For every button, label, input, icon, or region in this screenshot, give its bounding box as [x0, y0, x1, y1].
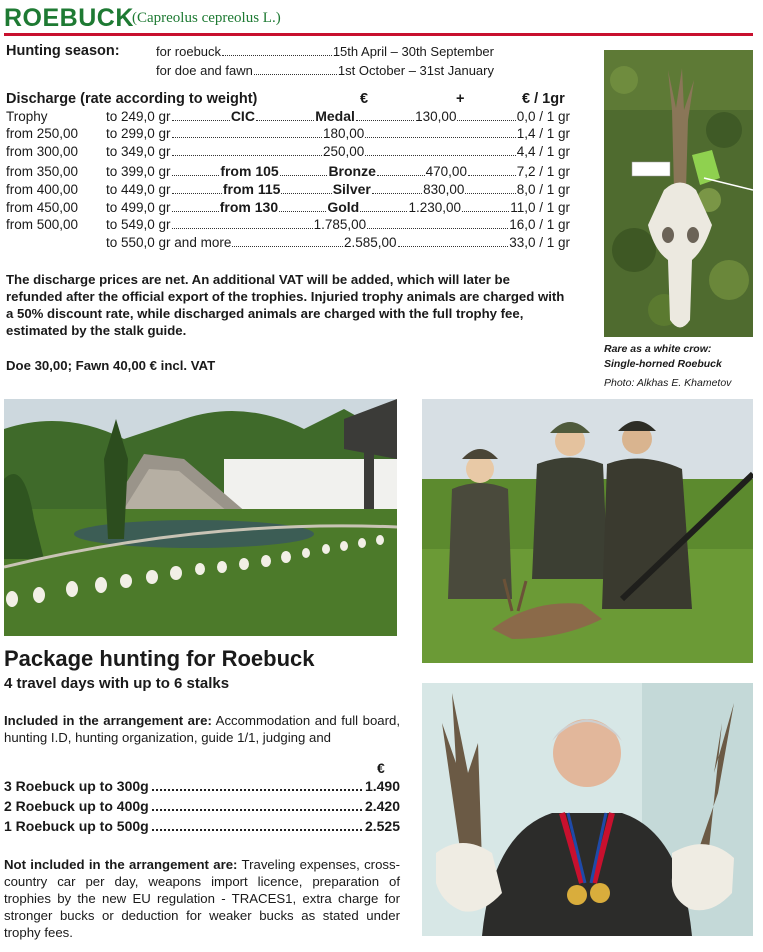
row-price-per-gram: 1,4 / 1 gr	[516, 126, 571, 142]
discharge-row	[6, 235, 570, 253]
row-to: to 299,0 gr	[106, 126, 171, 142]
season-label: Hunting season:	[6, 43, 120, 59]
hunters-group-image	[422, 399, 753, 663]
header-rule	[4, 33, 753, 36]
not-included-label: Not included in the arrangement are:	[4, 857, 238, 872]
package-price-row	[4, 798, 400, 814]
discharge-row	[6, 126, 570, 144]
row-medal: Silver	[332, 180, 371, 197]
row-to: to 249,0 gr	[106, 109, 171, 124]
row-price-eur: 1.785,00	[313, 217, 367, 233]
photo-caption-line2: Single-horned Roebuck	[604, 358, 722, 370]
col-per-header: € / 1gr	[522, 91, 565, 107]
row-price-eur: 470,00	[425, 163, 467, 179]
package-price-label: 3 Roebuck up to 300g	[4, 778, 149, 794]
package-price-label: 1 Roebuck up to 500g	[4, 818, 149, 834]
row-price-eur: 130,00	[415, 109, 457, 124]
photo-hunters-group	[422, 399, 753, 663]
season-roebuck-label: for roebuck	[156, 44, 222, 59]
row-price-per-gram: 8,0 / 1 gr	[516, 181, 570, 197]
discharge-row	[6, 181, 570, 199]
row-from: Trophy	[6, 109, 48, 124]
row-to: to 550,0 gr and more	[106, 235, 232, 251]
photo-caption-line1: Rare as a white crow:	[604, 343, 712, 355]
row-from: from 450,00	[6, 200, 79, 215]
row-price-eur: 250,00	[322, 144, 365, 160]
package-title: Package hunting for Roebuck	[4, 646, 315, 671]
row-to: to 399,0 gr	[106, 163, 171, 179]
season-roebuck-row	[156, 44, 494, 59]
row-price-eur: 830,00	[423, 181, 465, 197]
row-from: from 300,00	[6, 144, 79, 160]
discharge-title: Discharge (rate according to weight)	[6, 91, 258, 107]
row-medal: Medal	[315, 108, 355, 124]
row-price-per-gram: 33,0 / 1 gr	[509, 235, 571, 251]
row-from: from 500,00	[6, 217, 79, 233]
discharge-row	[6, 108, 570, 126]
row-price-eur: 1.230,00	[408, 200, 462, 215]
season-doe-dates: 1st October – 31st January	[337, 63, 494, 78]
discharge-row	[6, 217, 570, 235]
col-plus-header: +	[456, 91, 465, 107]
row-from: from 400,00	[6, 181, 79, 197]
photo-man-with-trophies	[422, 683, 753, 936]
trophy-garden-image	[4, 399, 397, 636]
photo-trophy-garden	[4, 399, 397, 636]
included-paragraph	[4, 712, 400, 746]
doe-fawn-price: Doe 30,00; Fawn 40,00 € incl. VAT	[6, 358, 216, 373]
page-title: ROEBUCK	[4, 4, 134, 32]
row-medal: Bronze	[328, 162, 376, 179]
package-price-value: 2.420	[364, 798, 400, 814]
season-doe-row	[156, 63, 494, 78]
row-to: to 549,0 gr	[106, 217, 171, 233]
row-from: from 250,00	[6, 126, 79, 142]
row-from: from 350,00	[6, 163, 79, 179]
row-price-per-gram: 11,0 / 1 gr	[510, 200, 571, 215]
package-price-row	[4, 778, 400, 794]
package-subtitle: 4 travel days with up to 6 stalks	[4, 675, 230, 692]
row-price-per-gram: 16,0 / 1 gr	[509, 217, 570, 233]
discharge-row	[6, 163, 570, 181]
row-price-eur: 2.585,00	[344, 235, 397, 251]
row-to: to 449,0 gr	[106, 181, 171, 197]
not-included-text: Traveling expenses, cross-country car per day, weapons import licence, preparation of trophies by the new EU regulation - TRACES1, extra charge for stronger bucks or deduction for weaker bucks as stated under trophy fees.	[4, 857, 400, 940]
latin-name: (Capreolus cepreolus L.)	[132, 10, 281, 26]
package-price-row	[4, 818, 400, 834]
row-to: to 499,0 gr	[106, 200, 171, 215]
row-cic-points: from 115	[222, 180, 281, 197]
vat-note: The discharge prices are net. An additional VAT will be added, which will later be refunded after the official export of the trophies. Injuried trophy animals are charged with a 50% discount rate, while discharged animals are charged with the full trophy fee, estimated by the stalk guide.	[6, 272, 565, 338]
row-medal: Gold	[327, 199, 360, 215]
package-price-value: 1.490	[364, 778, 400, 794]
row-cic-points: from 105	[220, 162, 279, 179]
season-doe-label: for doe and fawn	[156, 63, 253, 78]
row-price-per-gram: 4,4 / 1 gr	[516, 144, 571, 160]
col-eur-header: €	[360, 91, 369, 107]
package-price-label: 2 Roebuck up to 400g	[4, 798, 149, 814]
row-price-per-gram: 0,0 / 1 gr	[516, 109, 571, 124]
row-cic-points: from 130	[219, 199, 279, 215]
row-col-cic: CIC	[230, 108, 255, 124]
row-price-eur: 180,00	[322, 126, 365, 142]
price-currency: €	[377, 760, 385, 776]
included-label: Included in the arrangement are:	[4, 713, 212, 728]
package-price-value: 2.525	[364, 818, 400, 834]
included-text: Accommodation and full board, hunting I.D, hunting organization, guide 1/1, judging and	[4, 713, 400, 745]
discharge-row	[6, 144, 570, 162]
row-to: to 349,0 gr	[106, 144, 171, 160]
photo-single-horned-roebuck	[604, 50, 753, 337]
discharge-row	[6, 199, 570, 217]
man-with-trophies-image	[422, 683, 753, 936]
photo-credit: Photo: Alkhas E. Khametov	[604, 377, 732, 389]
not-included-paragraph	[4, 856, 400, 941]
row-price-per-gram: 7,2 / 1 gr	[516, 163, 571, 179]
single-horned-roebuck-image	[604, 50, 753, 337]
season-roebuck-dates: 15th April – 30th September	[332, 44, 494, 59]
